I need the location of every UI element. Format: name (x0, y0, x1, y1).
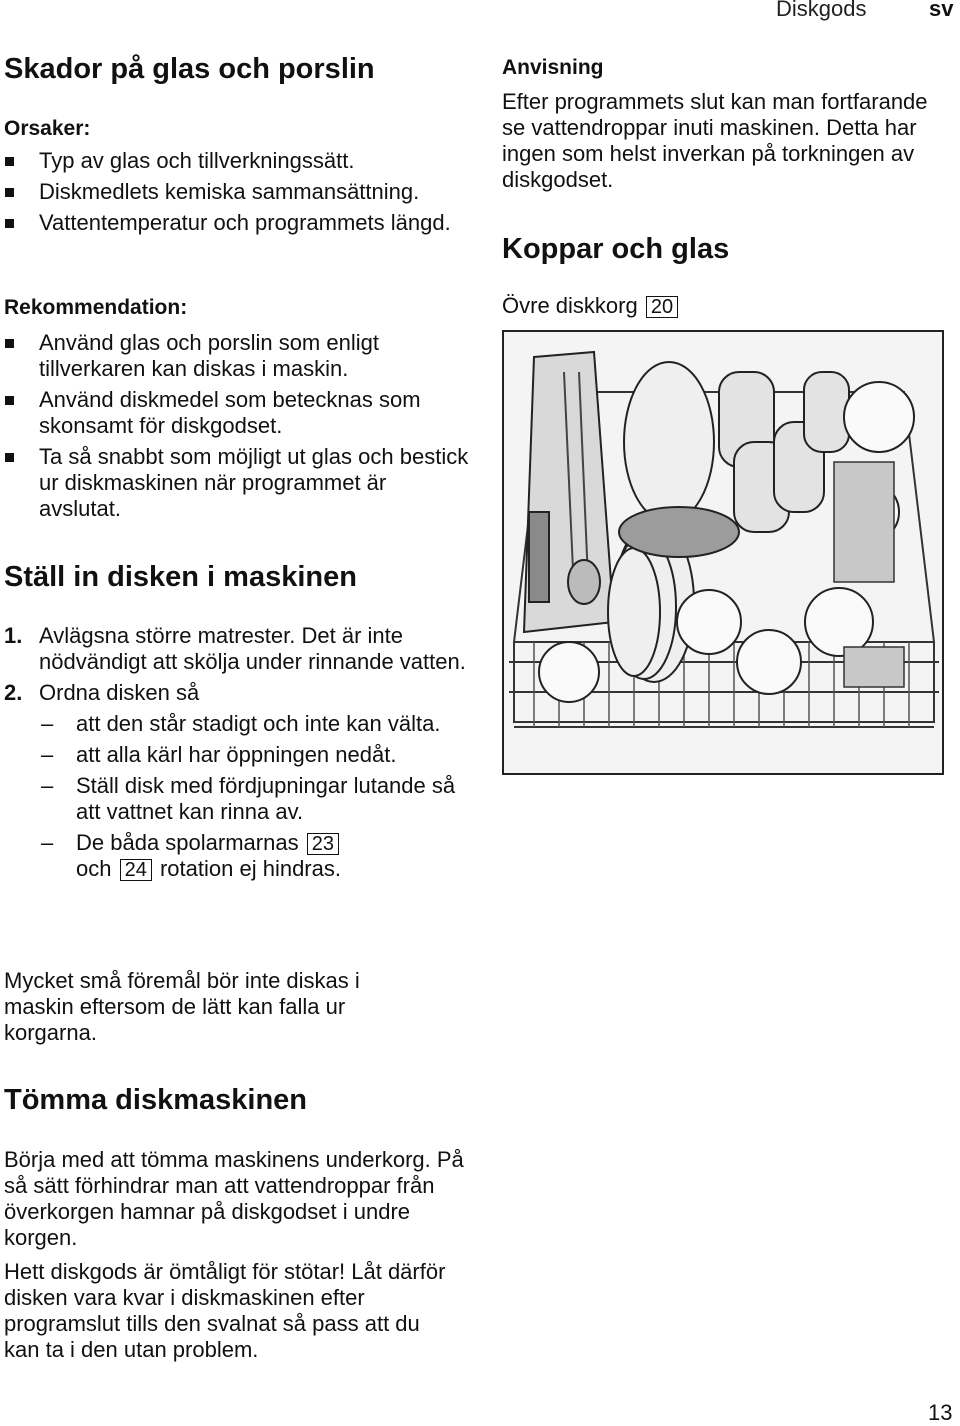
dash-item: – att alla kärl har öppningen nedåt. (4, 742, 474, 768)
running-header-language: sv (929, 0, 954, 21)
step-2 (4, 680, 474, 706)
step-text: Ordna disken så (39, 680, 200, 705)
recommendation-label: Rekommendation: (4, 296, 188, 319)
list-item: Vattentemperatur och programmets längd. (4, 210, 474, 236)
glasses (719, 372, 849, 532)
dash-item: – Ställ disk med fördjupningar lutande så att vattnet kan rinna av. (4, 773, 474, 825)
list-item: Diskmedlets kemiska sammansättning. (4, 179, 474, 205)
dash-text: rotation ej hindras. (159, 856, 341, 881)
step-text: Avlägsna större matrester. Det är inte nödvändigt att skölja under rinnande vatten. (39, 623, 466, 674)
causes-label: Orsaker: (4, 117, 91, 140)
dash-item-spray-arms (4, 830, 474, 882)
note-text: Efter programmets slut kan man fortfarande se vattendroppar inuti maskinen. Detta har ingen som helst inverkan på torkningen av diskgodset. (502, 89, 928, 192)
dash-text: och (76, 856, 112, 881)
small-items-paragraph: Mycket små föremål bör inte diskas i maskin eftersom de lätt kan falla ur korgarna. (4, 968, 360, 1045)
basket-label (502, 293, 680, 319)
heading-cups-glasses: Koppar och glas (502, 233, 730, 265)
note-label: Anvisning (502, 56, 604, 79)
heading-damage: Skador på glas och porslin (4, 53, 375, 85)
list-item: Ta så snabbt som möjligt ut glas och bestick ur diskmaskinen när programmet är avslutat. (4, 444, 474, 522)
page-number: 13 (928, 1400, 953, 1425)
dash-item: – att den står stadigt och inte kan välta. (4, 711, 474, 737)
dash-text: De båda spolarmarnas (76, 830, 299, 855)
emptying-paragraph-2: Hett diskgods är ömtåligt för stötar! Låt därför disken vara kvar i diskmaskinen efter programslut tills den svalnat så pass att du kan ta i den utan problem. (4, 1259, 446, 1362)
basket-drawing (504, 332, 942, 773)
reference-number-box: 20 (646, 296, 678, 318)
heading-emptying: Tömma diskmaskinen (4, 1084, 307, 1116)
loading-steps (4, 623, 474, 887)
list-item: Typ av glas och tillverkningssätt. (4, 148, 474, 174)
emptying-paragraph-1: Börja med att tömma maskinens underkorg. På så sätt förhindrar man att vattendroppar från överkorgen hamnar på diskgodset i undre korgen. (4, 1147, 464, 1250)
list-item: Använd diskmedel som betecknas som skonsamt för diskgodset. (4, 387, 474, 439)
list-item: Använd glas och porslin som enligt tillverkaren kan diskas i maskin. (4, 330, 474, 382)
running-header-section: Diskgods (776, 0, 867, 21)
cutlery-tray (524, 352, 614, 632)
step-number: 2. (4, 680, 23, 705)
basket-label-text: Övre diskkorg (502, 293, 638, 318)
reference-number-box: 23 (307, 833, 339, 855)
step-1 (4, 623, 474, 675)
heading-loading: Ställ in disken i maskinen (4, 561, 357, 593)
reference-number-box: 24 (120, 859, 152, 881)
step-number: 1. (4, 623, 23, 648)
causes-list (4, 148, 474, 241)
recommendation-list (4, 330, 474, 527)
upper-basket-illustration (502, 330, 944, 775)
